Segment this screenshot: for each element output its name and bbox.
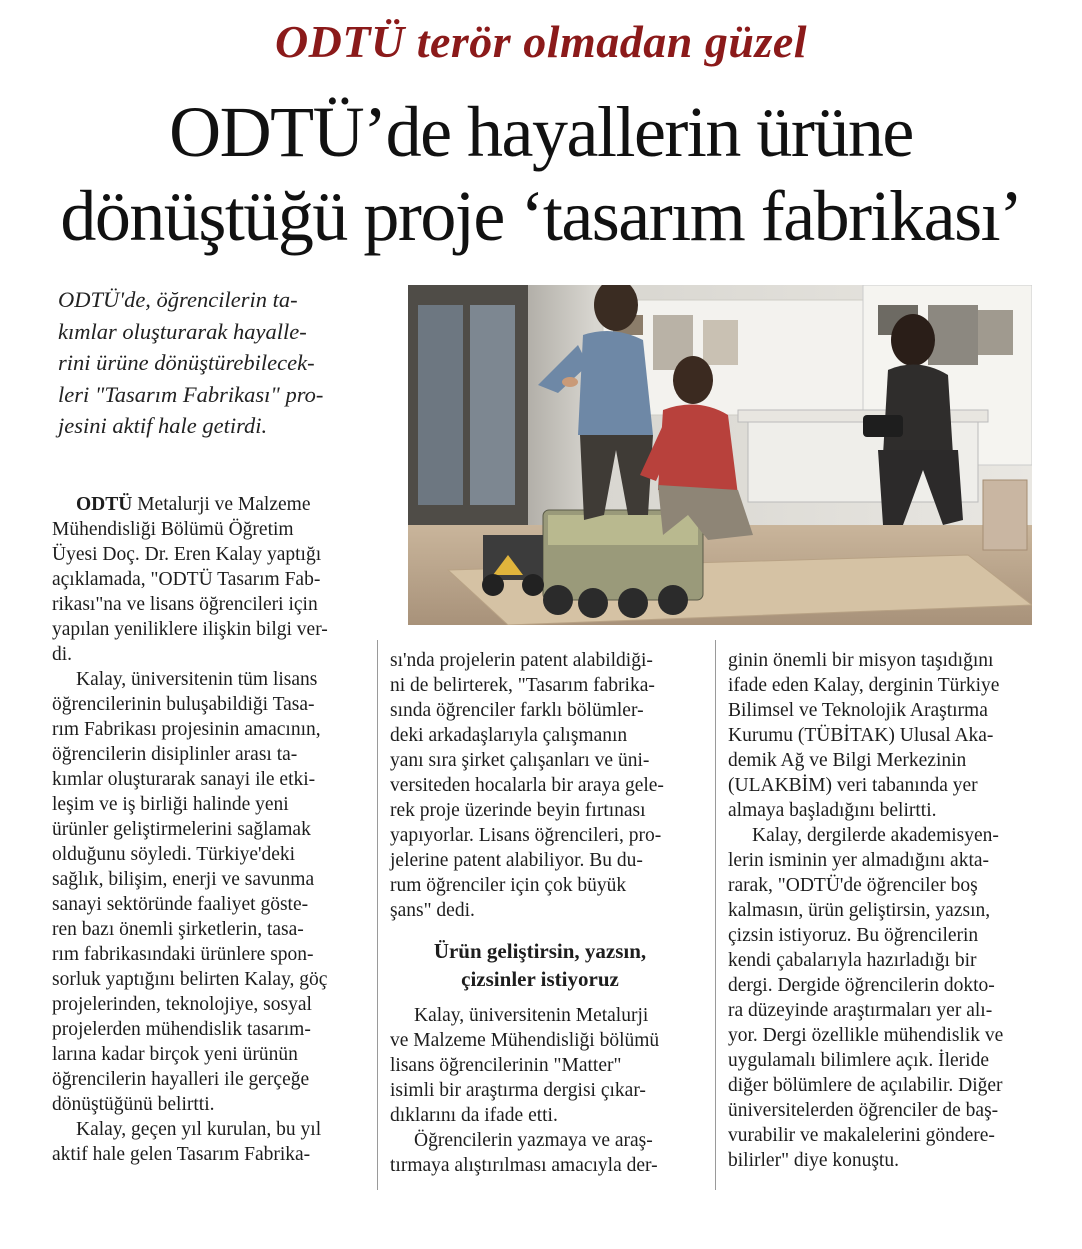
body-column-3 [728, 648, 1040, 1173]
body-line: rarak, "ODTÜ'de öğrenciler boş [728, 875, 978, 896]
kicker: ODTÜ terör olmadan güzel [274, 16, 808, 67]
news-photo [408, 285, 1032, 625]
body-line: sanayi sektöründe faaliyet göste- [52, 894, 309, 915]
body-line: rım fabrikasındaki ürünlere spon- [52, 944, 314, 965]
body-line: kalmasın, ürün geliştirsin, yazsın, [728, 900, 991, 921]
body-line: yapıyorlar. Lisans öğrencileri, pro- [390, 825, 662, 846]
body-line: demik Ağ ve Bilgi Merkezinin [728, 750, 967, 771]
body-line: ren bazı önemli şirketlerin, tasa- [52, 919, 304, 940]
subheading-line-1: Ürün geliştirsin, yazsın, [433, 939, 647, 963]
column-divider [377, 640, 378, 1190]
body-line: olduğunu söyledi. Türkiye'deki [52, 844, 296, 865]
body-line: jelerine patent alabiliyor. Bu du- [390, 850, 643, 871]
body-line: vurabilir ve makalelerini göndere- [728, 1125, 995, 1146]
body-line: öğrencilerinin buluşabildiği Tasa- [52, 694, 315, 715]
body-line: dergi. Dergide öğrencilerin dokto- [728, 975, 995, 996]
body-line: sında öğrenciler farklı bölümler- [390, 700, 644, 721]
lead-line: rini ürüne dönüştürebilecek- [58, 350, 315, 375]
body-line: kendi çabalarıyla hazırladığı bir [728, 950, 977, 971]
lead-line: kımlar oluşturarak hayalle- [58, 318, 307, 344]
body-line: diğer bölümlere de açılabilir. Diğer [728, 1075, 1003, 1096]
body-line: öğrencilerin disiplinler arası ta- [52, 744, 298, 765]
body-line [52, 492, 367, 517]
body-line: Üyesi Doç. Dr. Eren Kalay yaptığı [52, 544, 322, 565]
headline-line-2: dönüştüğü proje ‘tasarım fabrikası’ [60, 176, 1022, 256]
body-line: projelerinden, teknolojiye, sosyal [52, 994, 312, 1015]
body-line: Kurumu (TÜBİTAK) Ulusal Aka- [728, 725, 994, 746]
body-line: öğrencilerin hayalleri ile gerçeğe [52, 1069, 310, 1090]
body-line: almaya başladığını belirtti. [728, 800, 937, 821]
headline [0, 90, 1082, 258]
body-line: larına kadar birçok yeni ürünün [52, 1044, 298, 1065]
body-line: dönüştüğünü belirtti. [52, 1094, 215, 1115]
lead-line: ODTÜ'de, öğrencilerin ta- [58, 287, 298, 312]
body-first-line-rest: Metalurji ve Malzeme [132, 494, 311, 515]
body-line: deki arkadaşlarıyla çalışmanın [390, 725, 628, 746]
body-line: di. [52, 644, 73, 665]
body-line: yanı sıra şirket çalışanları ve üni- [390, 750, 650, 771]
body-line: leşim ve iş birliği halinde yeni [52, 794, 289, 815]
body-line: sağlık, bilişim, enerji ve savunma [52, 869, 315, 890]
body-line: isimli bir araştırma dergisi çıkar- [390, 1080, 646, 1101]
body-line: lerin isminin yer almadığını akta- [728, 850, 990, 871]
body-line: rek proje üzerinde beyin fırtınası [390, 800, 646, 821]
body-column-1 [52, 492, 367, 1167]
body-line: (ULAKBİM) veri tabanında yer [728, 775, 978, 796]
body-line: versiteden hocalarla bir araya gele- [390, 775, 664, 796]
news-photo-illustration [408, 285, 1032, 625]
body-line: yapılan yeniliklere ilişkin bilgi ver- [52, 619, 328, 640]
body-line: Mühendisliği Bölümü Öğretim [52, 519, 294, 540]
body-line: Kalay, geçen yıl kurulan, bu yıl [76, 1119, 322, 1140]
body-line: üniversitelerden öğrenciler de baş- [728, 1100, 999, 1121]
body-line: şans" dedi. [390, 900, 475, 921]
body-line: rum öğrenciler için çok büyük [390, 875, 627, 896]
body-line: rım Fabrikası projesinin amacının, [52, 719, 321, 740]
body-line: kımlar oluşturarak sanayi ile etki- [52, 769, 316, 790]
body-line: Öğrencilerin yazmaya ve araş- [414, 1130, 653, 1151]
lead-paragraph [58, 284, 376, 442]
body-line: dıklarını da ifade etti. [390, 1105, 558, 1126]
body-line: Kalay, üniversitenin tüm lisans [76, 669, 318, 690]
body-first-word: ODTÜ [76, 494, 133, 515]
body-line: tırmaya alıştırılması amacıyla der- [390, 1155, 658, 1176]
body-line: ifade eden Kalay, derginin Türkiye [728, 675, 1000, 696]
body-line: bilirler" diye konuştu. [728, 1150, 899, 1171]
body-line: Bilimsel ve Teknolojik Araştırma [728, 700, 988, 721]
body-line: rikası"na ve lisans öğrencileri için [52, 594, 318, 615]
lead-line: leri "Tasarım Fabrikası" pro- [58, 381, 324, 407]
body-line: yor. Dergi özellikle mühendislik ve [728, 1025, 1004, 1046]
body-line: ginin önemli bir misyon taşıdığını [728, 650, 994, 671]
body-line: sorluk yaptığını belirten Kalay, göç [52, 969, 328, 990]
body-line: çizsin istiyoruz. Bu öğrencilerin [728, 925, 979, 946]
body-line: ra düzeyinde araştırmaları yer alı- [728, 1000, 993, 1021]
body-line: uygulamalı bilimlere açık. İleride [728, 1050, 989, 1071]
body-line: Kalay, dergilerde akademisyen- [752, 825, 999, 846]
lead-line: jesini aktif hale getirdi. [58, 413, 268, 438]
headline-line-1: ODTÜ’de hayallerin ürüne [169, 92, 913, 172]
body-line: projelerden mühendislik tasarım- [52, 1019, 311, 1040]
body-line: lisans öğrencilerinin "Matter" [390, 1055, 622, 1076]
body-line: Kalay, üniversitenin Metalurji [414, 1005, 649, 1026]
body-line: sı'nda projelerin patent alabildiği- [390, 650, 653, 671]
body-line: aktif hale gelen Tasarım Fabrika- [52, 1144, 311, 1165]
body-line: ni de belirterek, "Tasarım fabrika- [390, 675, 655, 696]
section-subheading [390, 937, 690, 993]
body-line: açıklamada, "ODTÜ Tasarım Fab- [52, 569, 321, 590]
subheading-line-2: çizsinler istiyoruz [461, 967, 619, 991]
body-column-2 [390, 648, 690, 1178]
column-divider [715, 640, 716, 1190]
body-line: ürünler geliştirmelerini sağlamak [52, 819, 311, 840]
body-line: ve Malzeme Mühendisliği bölümü [390, 1030, 660, 1051]
